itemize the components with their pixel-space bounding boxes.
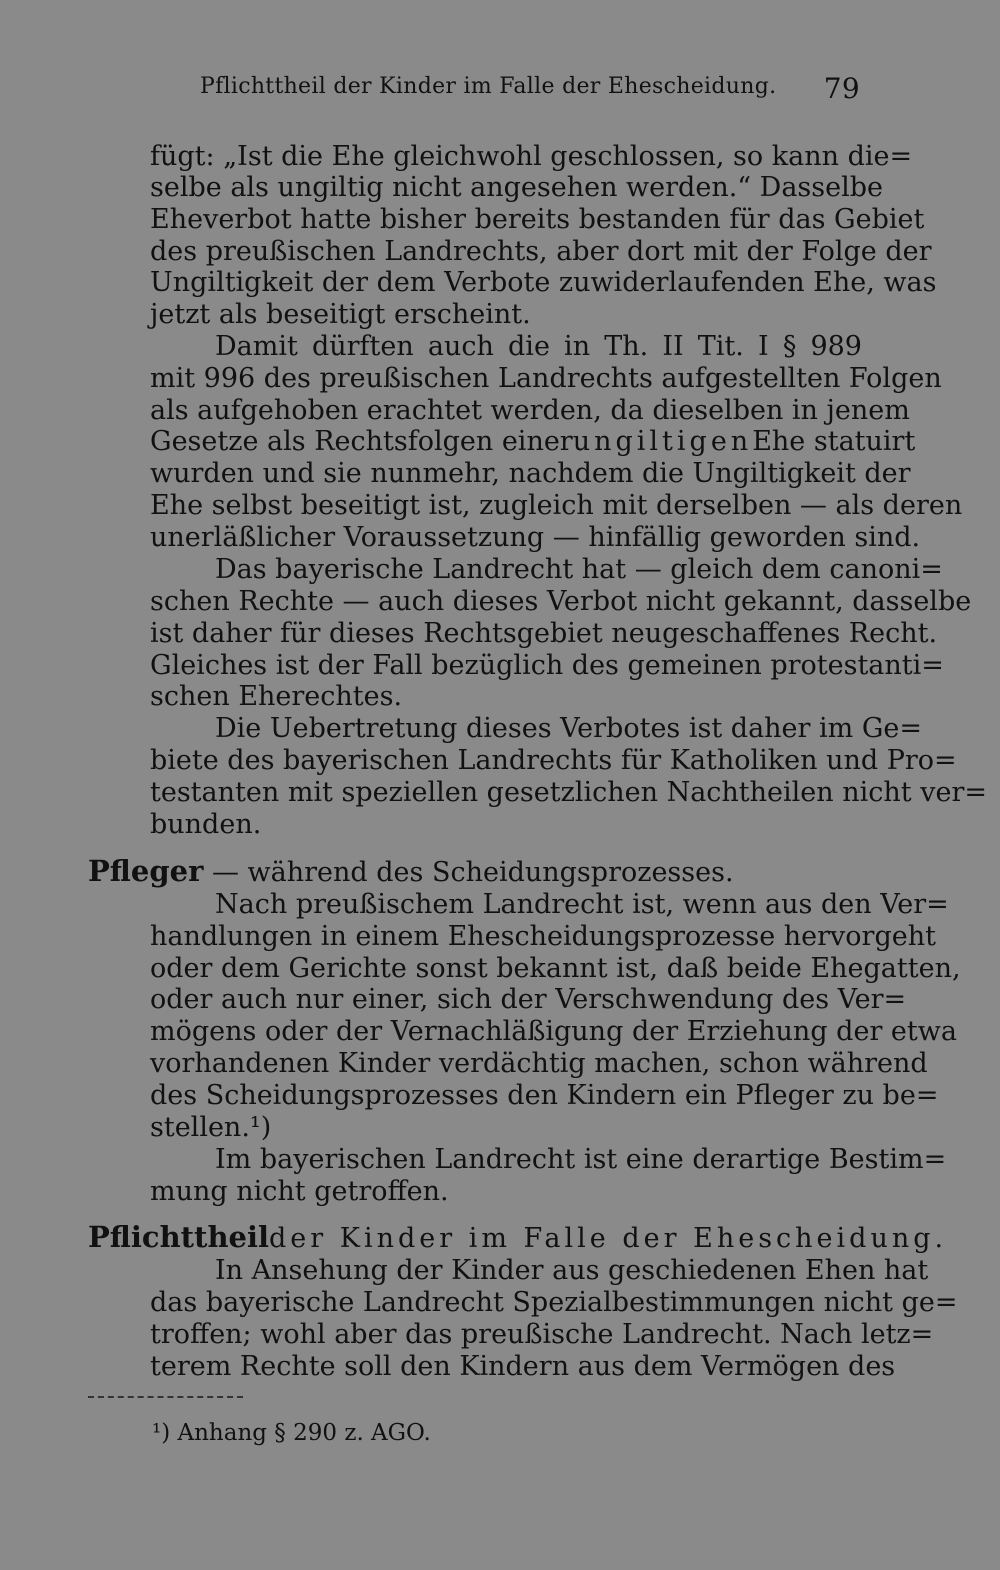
- text-line: mung nicht getroffen.: [150, 1176, 449, 1207]
- text-line: vorhandenen Kinder verdächtig machen, schon während: [150, 1048, 928, 1079]
- entry-heading-pflichttheil: [88, 1220, 948, 1254]
- entry-subtitle: der Kinder im Falle der Ehescheidung.: [269, 1223, 948, 1254]
- footnote: ¹) Anhang § 290 z. AGO.: [152, 1420, 431, 1446]
- text-line: biete des bayerischen Landrechts für Katholiken und Pro=: [150, 745, 957, 776]
- text-line: In Ansehung der Kinder aus geschiedenen Ehen hat: [215, 1255, 929, 1286]
- footnote-divider: [88, 1396, 243, 1398]
- text-line: Damit dürften auch die in Th. II Tit. I § 989: [215, 331, 862, 362]
- text-line: oder auch nur einer, sich der Verschwendung des Ver=: [150, 984, 907, 1015]
- text-line: Im bayerischen Landrecht ist eine derartige Bestim=: [215, 1144, 947, 1175]
- text-line: Das bayerische Landrecht hat — gleich dem canoni=: [215, 554, 943, 585]
- text-line: troffen; wohl aber das preußische Landrecht. Nach letz=: [150, 1319, 934, 1350]
- text-line: schen Eherechtes.: [150, 681, 403, 712]
- text-line: mögens oder der Vernachläßigung der Erziehung der etwa: [150, 1016, 957, 1047]
- text-line: mit 996 des preußischen Landrechts aufgestellten Folgen: [150, 363, 942, 394]
- text-line: Eheverbot hatte bisher bereits bestanden für das Gebiet: [150, 204, 925, 235]
- text-line: wurden und sie nunmehr, nachdem die Ungiltigkeit der: [150, 458, 911, 489]
- text-line: ist daher für dieses Rechtsgebiet neugeschaffenes Recht.: [150, 618, 938, 649]
- text-line: jetzt als beseitigt erscheint.: [150, 299, 531, 330]
- text-line: stellen.¹): [150, 1112, 272, 1143]
- page-number: 79: [823, 72, 860, 105]
- text-segment: Gesetze als Rechtsfolgen einer: [150, 426, 573, 457]
- text-line: Ehe selbst beseitigt ist, zugleich mit derselben — als deren: [150, 490, 963, 521]
- entry-term: Pflichttheil: [88, 1220, 270, 1254]
- text-line: des Scheidungsprozesses den Kindern ein Pfleger zu be=: [150, 1080, 939, 1111]
- text-line: Ungiltigkeit der dem Verbote zuwiderlaufenden Ehe, was: [150, 267, 937, 298]
- text-line: testanten mit speziellen gesetzlichen Nachtheilen nicht ver=: [150, 777, 987, 808]
- text-line: [150, 426, 916, 457]
- text-line: fügt: „Ist die Ehe gleichwohl geschlossen, so kann die=: [150, 141, 913, 172]
- text-line: Gleiches ist der Fall bezüglich des gemeinen protestanti=: [150, 650, 944, 681]
- text-line: selbe als ungiltig nicht angesehen werden.“ Dasselbe: [150, 172, 884, 203]
- text-line: bunden.: [150, 809, 262, 840]
- entry-term: Pfleger: [88, 854, 204, 888]
- text-line: handlungen in einem Ehescheidungsprozesse hervorgeht: [150, 921, 936, 952]
- text-line: terem Rechte soll den Kindern aus dem Vermögen des: [150, 1351, 896, 1382]
- text-line: des preußischen Landrechts, aber dort mit der Folge der: [150, 236, 932, 267]
- text-line: Nach preußischem Landrecht ist, wenn aus den Ver=: [215, 889, 949, 920]
- text-line: das bayerische Landrecht Spezialbestimmungen nicht ge=: [150, 1287, 958, 1318]
- header-title: Pflichttheil der Kinder im Falle der Ehescheidung.: [200, 74, 777, 99]
- text-line: unerläßlicher Voraussetzung — hinfällig geworden sind.: [150, 522, 921, 553]
- text-line: oder dem Gerichte sonst bekannt ist, daß beide Ehegatten,: [150, 953, 961, 984]
- entry-subtitle: — während des Scheidungsprozesses.: [203, 857, 734, 888]
- text-line: schen Rechte — auch dieses Verbot nicht gekannt, dasselbe: [150, 586, 972, 617]
- emphasized-word: ungiltigen: [572, 426, 753, 457]
- entry-heading-pfleger: [88, 856, 734, 888]
- text-segment: Ehe statuirt: [752, 426, 916, 457]
- text-line: Die Uebertretung dieses Verbotes ist daher im Ge=: [215, 713, 923, 744]
- text-line: als aufgehoben erachtet werden, da dieselben in jenem: [150, 395, 910, 426]
